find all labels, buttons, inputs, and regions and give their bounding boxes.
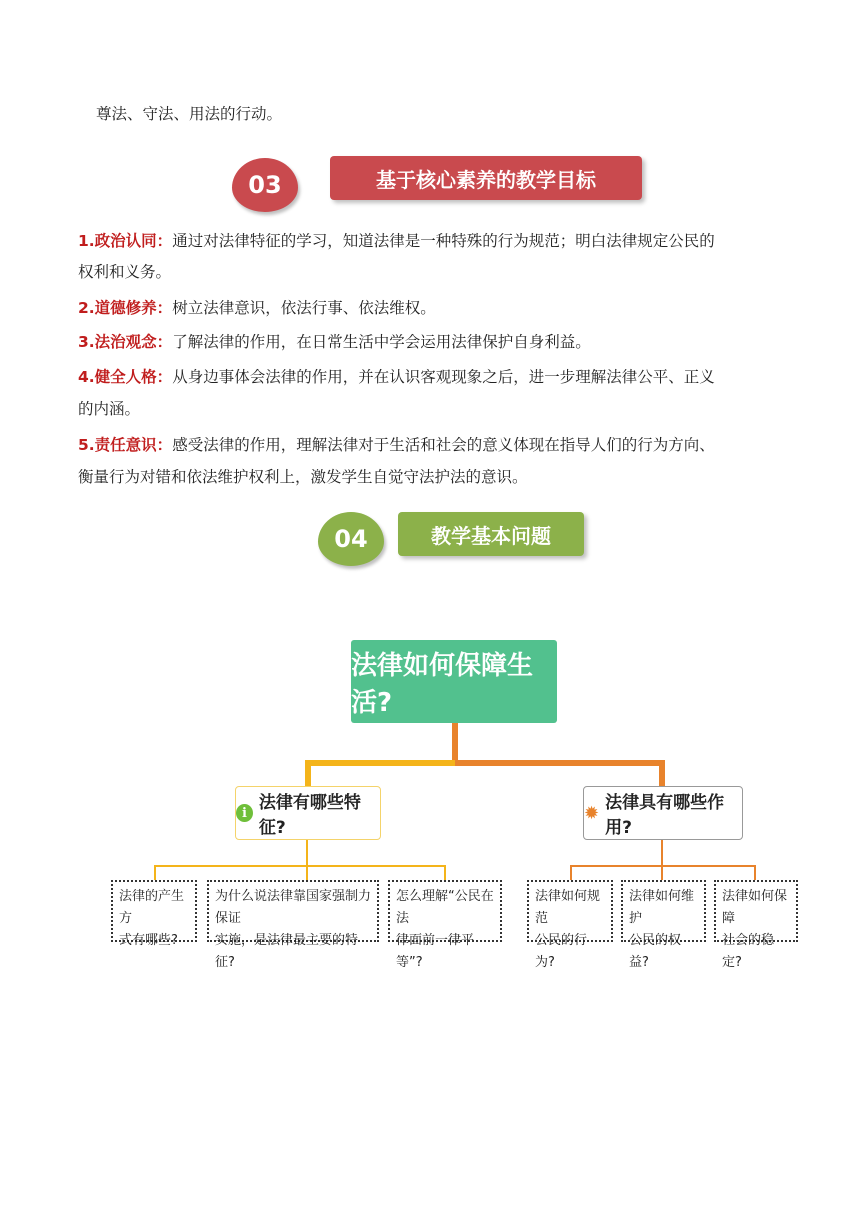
leaf-node [207, 880, 379, 970]
goal-label: 2.道德修养： [78, 299, 173, 317]
leaf-node [111, 880, 197, 948]
mindmap-root: 法律如何保障生活? [351, 640, 557, 723]
leaf-line: 式有哪些? [119, 933, 178, 948]
connector [444, 865, 446, 881]
section-number-badge: 04 [318, 512, 384, 566]
goal-item [78, 332, 591, 352]
goal-label: 1.政治认同： [78, 232, 173, 250]
leaf-line: 为什么说法律靠国家强制力保证 [215, 889, 372, 926]
connector [305, 760, 455, 766]
connector [570, 865, 572, 881]
goal-item [78, 435, 715, 455]
connector [305, 760, 311, 786]
connector [452, 723, 458, 763]
goal-label: 3.法治观念： [78, 333, 173, 351]
leaf-line: 怎么理解“公民在法 [396, 889, 494, 926]
goal-text: 从身边事体会法律的作用，并在认识客观现象之后，进一步理解法律公平、正义 [172, 368, 715, 386]
goal-label: 4.健全人格： [78, 368, 173, 386]
leaf-node [388, 880, 502, 970]
section-title: 基于核心素养的教学目标 [330, 156, 642, 200]
goal-text: 树立法律意识，依法行事、依法维权。 [172, 299, 436, 317]
leaf-line: 社会的稳定? [722, 933, 775, 970]
leaf-line: 法律如何维护 [629, 889, 695, 926]
leaf-node [527, 880, 613, 970]
connector [754, 865, 756, 881]
connector [306, 865, 308, 881]
goal-text: 了解法律的作用，在日常生活中学会运用法律保护自身利益。 [172, 333, 591, 351]
connector [661, 865, 663, 881]
leaf-line: 法律如何规范 [535, 889, 601, 926]
connector [154, 865, 156, 881]
branch-features [235, 786, 381, 840]
leaf-line: 公民的行为? [535, 933, 588, 970]
info-icon: i [236, 804, 253, 822]
leaf-line: 律面前一律平等”? [396, 933, 475, 970]
gear-icon: ✹ [584, 802, 600, 824]
goal-text: 感受法律的作用，理解法律对于生活和社会的意义体现在指导人们的行为方向、 [172, 436, 715, 454]
leaf-line: 法律的产生方 [119, 889, 185, 926]
goal-text: 通过对法律特征的学习，知道法律是一种特殊的行为规范；明白法律规定公民的 [172, 232, 715, 250]
branch-title: 法律有哪些特征? [258, 793, 361, 838]
section-03-header [232, 156, 644, 214]
connector [154, 865, 446, 867]
connector [659, 760, 665, 786]
leaf-line: 实施，是法律最主要的特征? [215, 933, 359, 970]
goal-item [78, 298, 436, 318]
leaf-line: 法律如何保障 [722, 889, 788, 926]
connector [455, 760, 665, 766]
connector [661, 840, 663, 866]
intro-line: 尊法、守法、用法的行动。 [96, 105, 283, 123]
goal-item [78, 231, 715, 251]
branch-functions [583, 786, 743, 840]
section-number-badge: 03 [232, 158, 298, 212]
section-title: 教学基本问题 [398, 512, 584, 556]
branch-title: 法律具有哪些作用? [605, 793, 725, 838]
leaf-node [621, 880, 706, 970]
goal-label: 5.责任意识： [78, 436, 173, 454]
connector [570, 865, 756, 867]
goal-item [78, 367, 715, 387]
goal-text-cont: 衡量行为对错和依法维护权利上，激发学生自觉守法护法的意识。 [78, 468, 528, 486]
connector [306, 840, 308, 866]
goal-text-cont: 权利和义务。 [78, 263, 172, 281]
section-04-header [318, 508, 590, 570]
goal-text-cont: 的内涵。 [78, 400, 141, 418]
leaf-line: 公民的权益? [629, 933, 682, 970]
leaf-node [714, 880, 798, 970]
